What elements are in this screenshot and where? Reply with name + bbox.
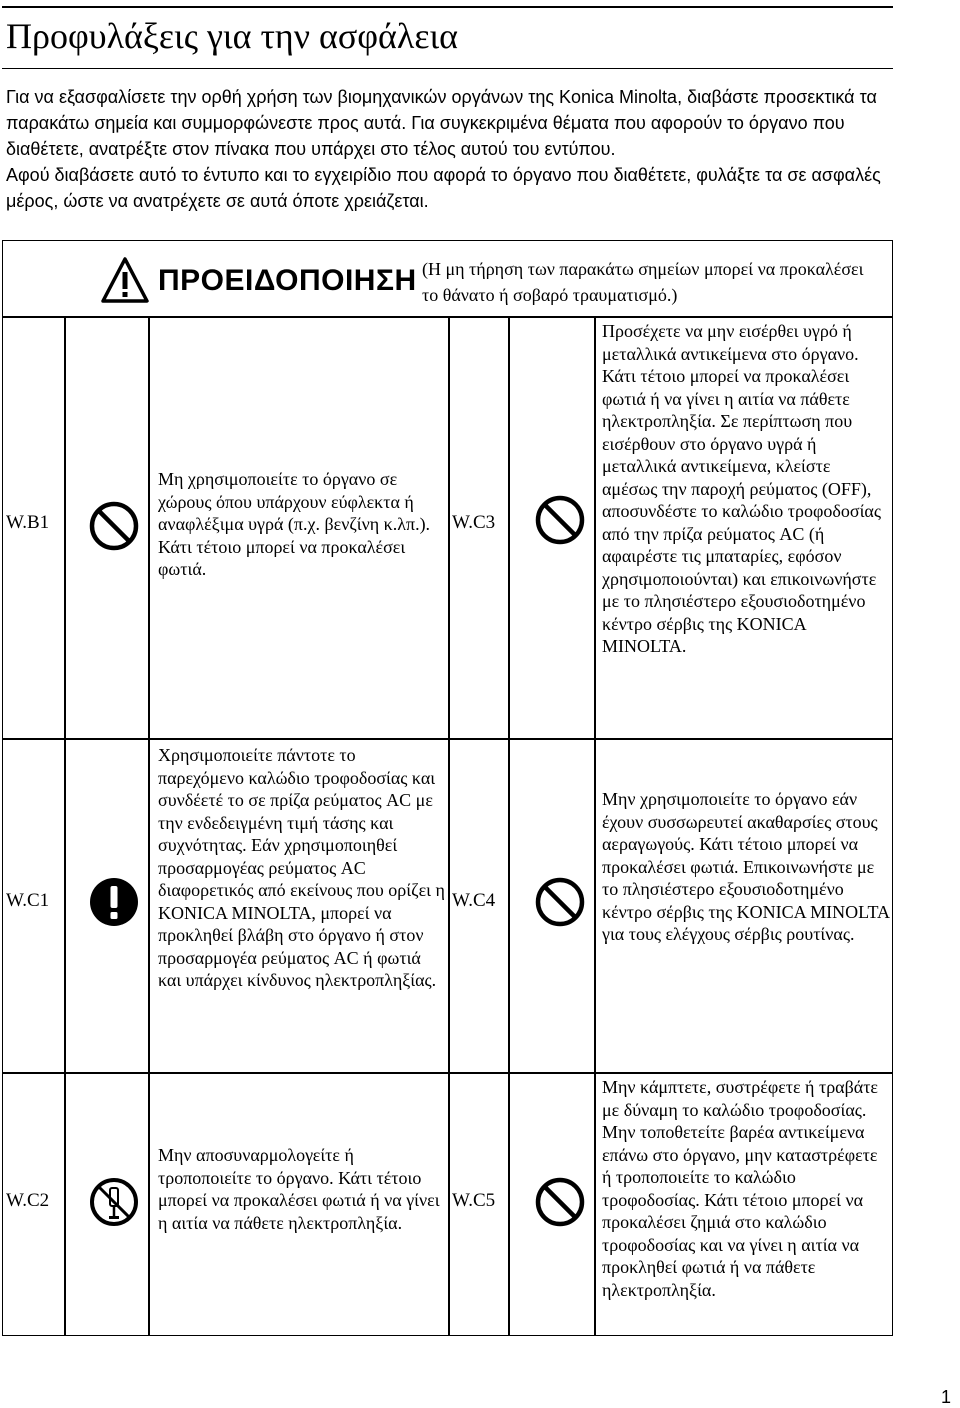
item-code-c5: W.C5 — [452, 1190, 496, 1211]
title-rule — [2, 68, 893, 69]
column-divider — [64, 316, 66, 1336]
no-disassembly-icon — [88, 1176, 140, 1228]
column-divider — [448, 316, 450, 1336]
item-text-c5: Μην κάμπτετε, συστρέφετε ή τραβάτε με δύναμη το καλώδιο τροφοδοσίας. Μην τοποθετείτε βαρέα αντικείμενα επάνω στο όργανο, μην καταστρέφετε ή τροποποιείτε το καλώδιο τροφοδοσίας. Κάτι τέτοιο μπορεί να προκαλέσει ζημιά στο καλώδιο τροφοδοσίας και να γίνει η αιτία να προκληθεί φωτιά ή να πάθετε ηλεκτροπληξία. — [602, 1077, 878, 1300]
item-code-c4: W.C4 — [452, 890, 496, 911]
column-divider — [508, 316, 510, 1336]
intro-text — [6, 84, 891, 214]
warning-triangle-icon — [100, 256, 150, 304]
item-code-c3: W.C3 — [452, 512, 496, 533]
prohibition-icon — [534, 876, 586, 928]
warning-title: ΠΡΟΕΙΔΟΠΟΙΗΣΗ — [158, 264, 417, 297]
page-title: Προφυλάξεις για την ασφάλεια — [6, 16, 459, 56]
top-rule — [2, 6, 893, 8]
item-text-c2: Μην αποσυναρμολογείτε ή τροποποιείτε το όργανο. Κάτι τέτοιο μπορεί να προκαλέσει φωτιά ή να γίνει η αιτία να πάθετε ηλεκτροπληξία. — [158, 1145, 440, 1233]
column-divider — [594, 316, 596, 1336]
item-text-c1: Χρησιμοποιείτε πάντοτε το παρεχόμενο καλώδιο τροφοδοσίας και συνδέετέ το σε πρίζα ρεύματος AC με την ενδεδειγμένη τιμή τάσης και συχνότητας. Εάν χρησιμοποιηθεί προσαρμογέας ρεύματος AC διαφορετικός από εκείνους που ορίζει η KONICA MINOLTA, μπορεί να προκληθεί βλάβη στο όργανο ή στον προσαρμογέα ρεύματος AC ή φωτιά και υπάρχει κίνδυνος ηλεκτροπληξίας. — [158, 745, 445, 990]
item-code-c2: W.C2 — [6, 1190, 50, 1211]
prohibition-icon — [534, 1176, 586, 1228]
item-code-b1: W.B1 — [6, 512, 50, 533]
warning-note: (Η μη τήρηση των παρακάτω σημείων μπορεί να προκαλέσει το θάνατο ή σοβαρό τραυματισμό.) — [422, 259, 864, 305]
item-text-b1: Μη χρησιμοποιείτε το όργανο σε χώρους όπου υπάρχουν εύφλεκτα ή αναφλέξιμα υγρά (π.χ. βενζίνη κ.λπ.). Κάτι τέτοιο μπορεί να προκαλέσει φωτιά. — [158, 469, 431, 579]
intro-paragraph-2: Αφού διαβάσετε αυτό το έντυπο και το εγχειρίδιο που αφορά το όργανο που διαθέτετε, φυλάξτε τα σε ασφαλές μέρος, ώστε να ανατρέχετε σε αυτά όποτε χρειάζεται. — [6, 165, 881, 211]
intro-paragraph-1: Για να εξασφαλίσετε την ορθή χρήση των βιομηχανικών οργάνων της Konica Minolta, διαβάστε προσεκτικά τα παρακάτω σημεία και συμμορφώνεστε προς αυτά. Για συγκεκριμένα θέματα που αφορούν το όργανο που διαθέτετε, ανατρέξτε στον πίνακα που υπάρχει στο τέλος αυτού του εντύπου. — [6, 87, 877, 159]
item-text-c4: Μην χρησιμοποιείτε το όργανο εάν έχουν συσσωρευτεί ακαθαρσίες στους αεραγωγούς. Κάτι τέτοιο μπορεί να προκαλέσει φωτιά. Επικοινωνήστε με το πλησιέστερο εξουσιοδοτημένο κέντρο σέρβις της KONICA MINOLTA για τους ελέγχους σέρβις ρουτίνας. — [602, 789, 890, 944]
warning-header — [100, 254, 417, 310]
prohibition-icon — [534, 494, 586, 546]
item-text-c3: Προσέχετε να μην εισέρθει υγρό ή μεταλλικά αντικείμενα στο όργανο. Κάτι τέτοιο μπορεί να προκαλέσει φωτιά ή να γίνει η αιτία να πάθετε ηλεκτροπληξία. Σε περίπτωση που εισέρθουν στο όργανο υγρά ή μεταλλικά αντικείμενα, κλείστε αμέσως την παροχή ρεύματος (OFF), αποσυνδέστε το καλώδιο τροφοδοσίας από την πρίζα ρεύματος AC (ή αφαιρέστε τις μπαταρίες, εφόσον χρησιμοποιούνται) και επικοινωνήστε με το πλησιέστερο εξουσιοδοτημένο κέντρο σέρβις της KONICA MINOLTA. — [602, 321, 881, 656]
prohibition-icon — [88, 500, 140, 552]
mandatory-action-icon — [88, 876, 140, 928]
item-code-c1: W.C1 — [6, 890, 50, 911]
column-divider — [148, 316, 150, 1336]
page-number: 1 — [941, 1387, 952, 1407]
